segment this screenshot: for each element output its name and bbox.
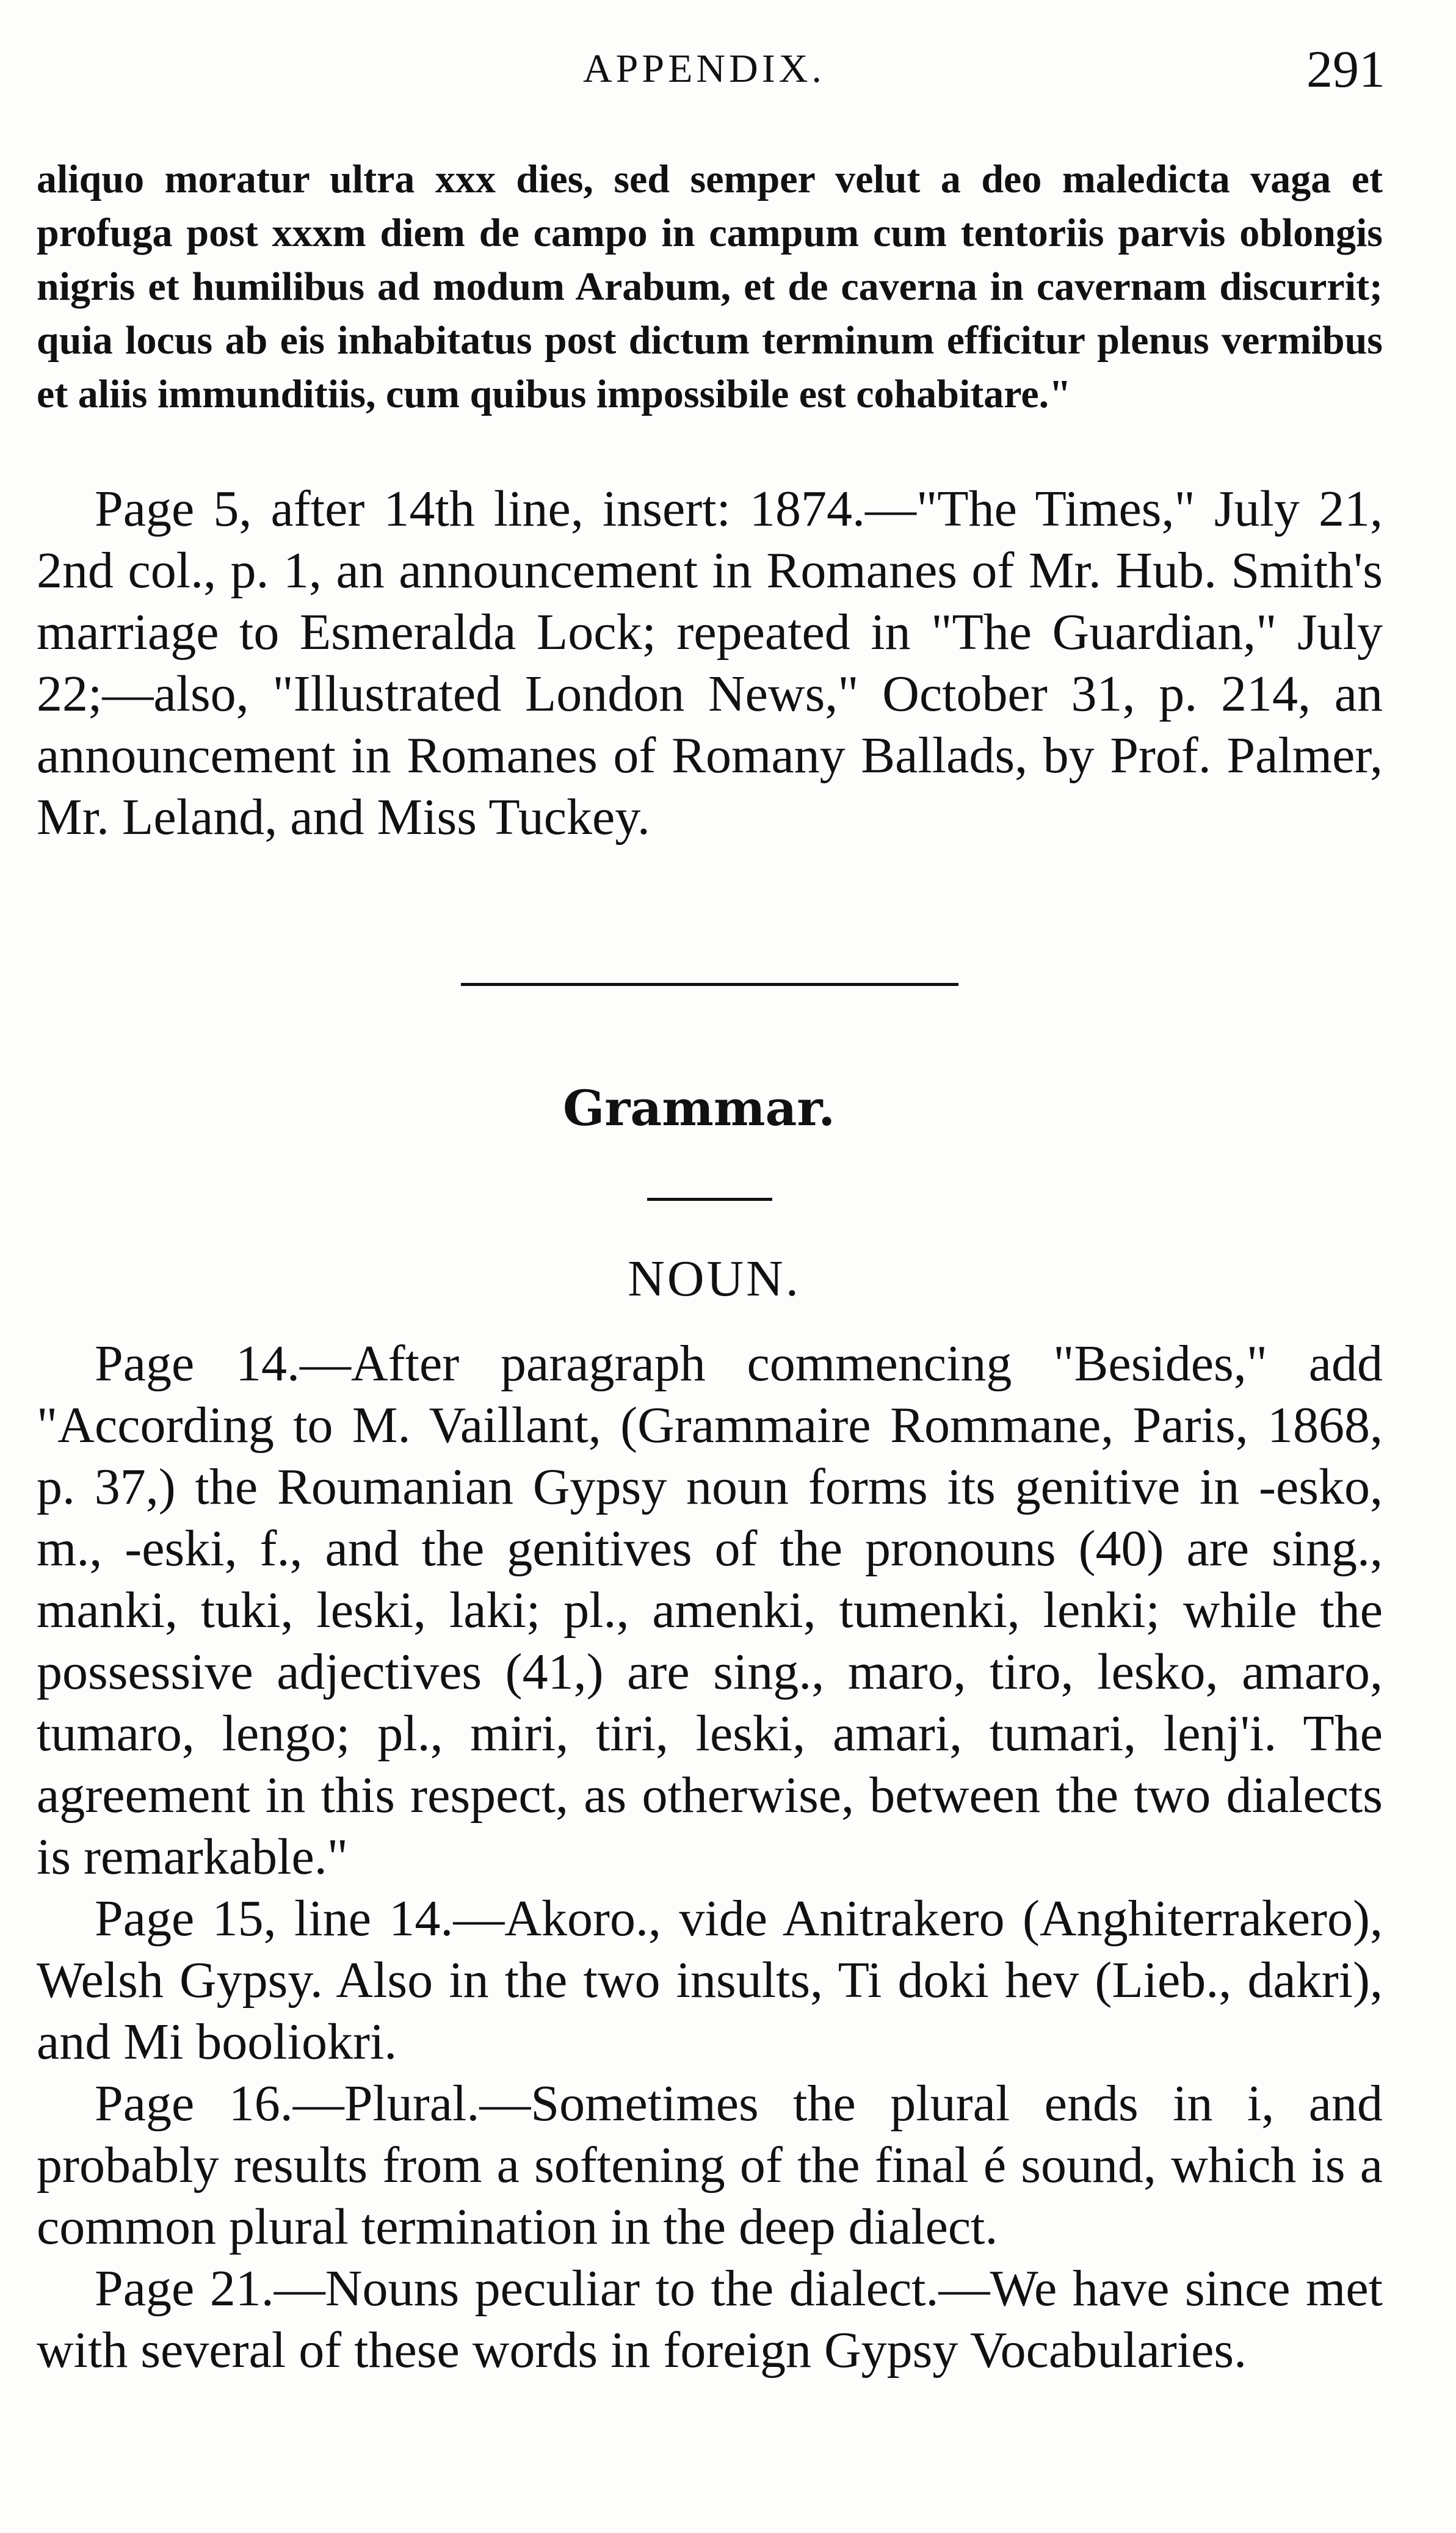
page5-paragraph: Page 5, after 14th line, insert: 1874.—"The Times," July 21, 2nd col., p. 1, an announcement in Romanes of Mr. Hub. Smith's marriage to Esmeralda Lock; repeated in "The Guardian," July 22;—also, "Illustrated London News," October 31, p. 214, an announcement in Romanes of Romany Ballads, by Prof. Palmer, Mr. Leland, and Miss Tuckey. — [37, 480, 1383, 846]
grammar-note-4: Page 21.—Nouns peculiar to the dialect.—We have since met with several of these words in foreign Gypsy Vocabularies. — [37, 2260, 1383, 2379]
page5-note — [37, 478, 1383, 848]
latin-quote-text: aliquo moratur ultra xxx dies, sed semper velut a deo maledicta vaga et profuga post xxxm diem de campo in campum cum tentoriis parvis oblongis nigris et humilibus ad modum Arabum, et de caverna in cavernam discurrit; quia locus ab eis inhabitatus post dictum terminum efficitur plenus vermibus et aliis immunditiis, cum quibus impossibile est cohabitare." — [37, 157, 1383, 416]
running-header — [0, 35, 1456, 103]
grammar-notes — [37, 1333, 1383, 2381]
noun-subheading: NOUN. — [628, 1250, 801, 1307]
section-divider — [461, 983, 958, 986]
latin-quote — [37, 153, 1383, 421]
heading-rule — [647, 1198, 772, 1201]
grammar-note-2: Page 15, line 14.—Akoro., vide Anitrakero (Anghiterrakero), Welsh Gypsy. Also in the two insults, Ti doki hev (Lieb., dakri), and Mi booliokri. — [37, 1890, 1383, 2070]
grammar-note-1: Page 14.—After paragraph commencing "Besides," add "According to M. Vaillant, (Grammaire Rommane, Paris, 1868, p. 37,) the Roumanian Gypsy noun forms its genitive in -esko, m., -eski, f., and the genitives of the pronouns (40) are sing., manki, tuki, leski, laki; pl., amenki, tumenki, lenki; while the possessive adjectives (41,) are sing., maro, tiro, lesko, amaro, tumaro, lengo; pl., miri, tiri, leski, amari, tumari, lenj'i. The agreement in this respect, as otherwise, between the two dialects is remarkable." — [37, 1335, 1383, 1885]
grammar-note-3: Page 16.—Plural.—Sometimes the plural ends in i, and probably results from a softening of the final é sound, which is a common plural termination in the deep dialect. — [37, 2075, 1383, 2255]
page-number: 291 — [1306, 40, 1385, 98]
section-heading: Grammar. — [562, 1079, 836, 1137]
running-title: APPENDIX. — [583, 46, 825, 91]
